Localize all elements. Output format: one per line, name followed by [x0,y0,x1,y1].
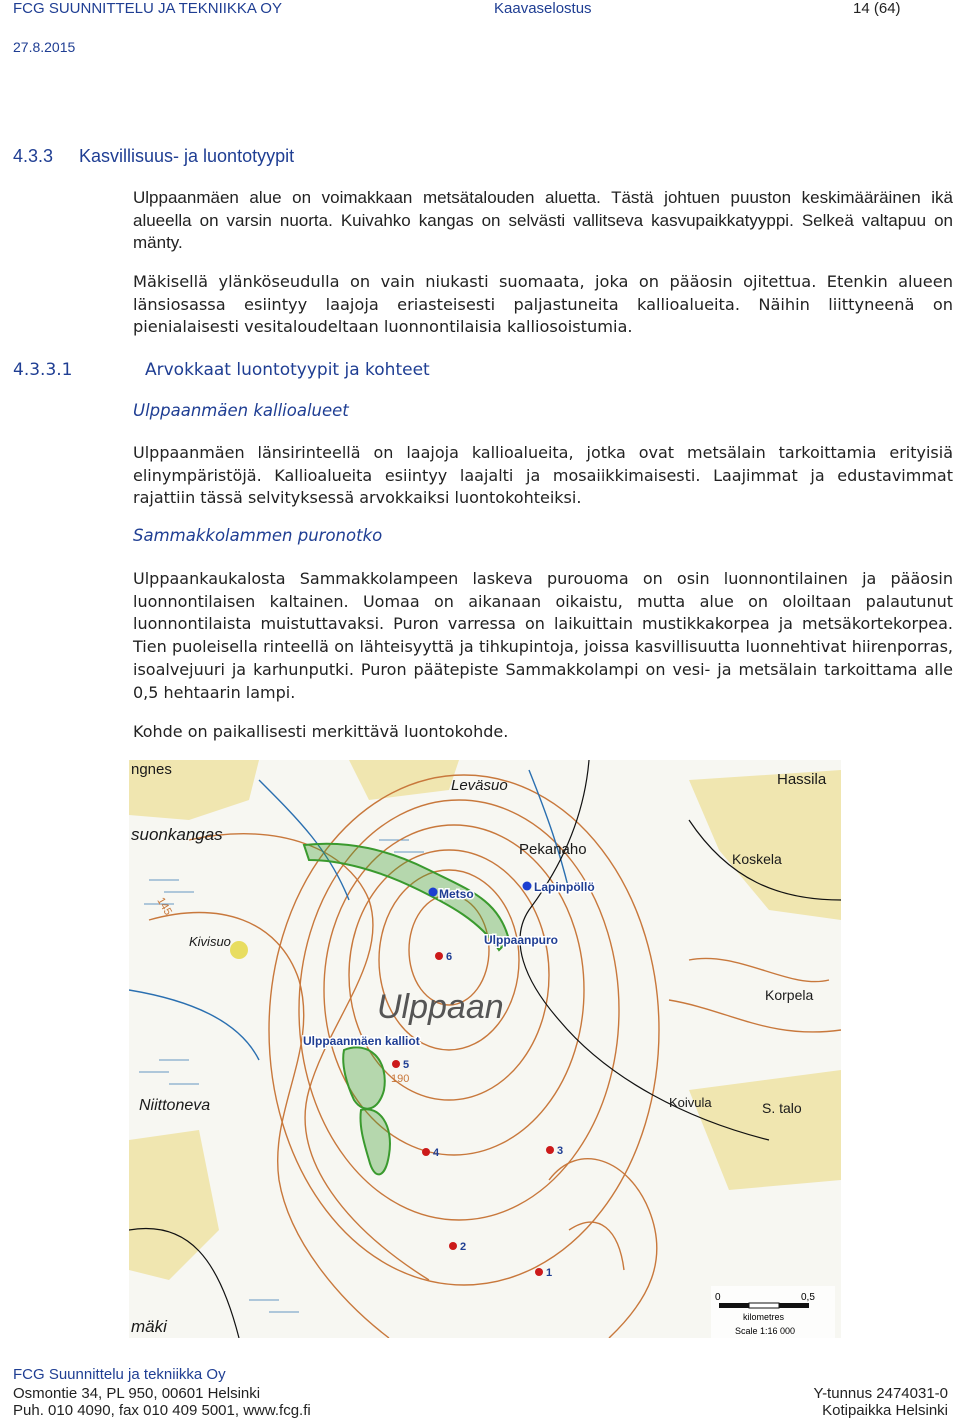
point-6-label: 6 [446,951,453,963]
place-niittoneva: Niittoneva [139,1097,211,1114]
header-company: FCG SUUNNITTELU JA TEKNIIKKA OY [13,0,282,17]
subsection-number: 4.3.3.1 [13,360,73,380]
section-number: 4.3.3 [13,146,54,166]
point-4-label: 4 [433,1147,440,1159]
footer-contact: Puh. 010 4090, fax 010 409 5001, www.fcg.fi [13,1402,311,1419]
place-korpela: Korpela [765,987,814,1003]
label-lapinpollo: Lapinpöllö [534,880,595,894]
header-date: 27.8.2015 [13,39,76,55]
place-kivisuo: Kivisuo [189,934,231,949]
place-ulppaan: Ulppaan [377,988,504,1026]
point-1-label: 1 [546,1267,553,1279]
scale-segment [749,1303,779,1308]
place-suonkangas: suonkangas [131,825,223,844]
point-3-label: 3 [557,1145,564,1157]
metso-marker [429,888,438,897]
scale-segment [779,1303,809,1308]
scale-zero: 0 [715,1292,721,1303]
point-6-marker [435,952,443,960]
site2-note: Kohde on paikallisesti merkittävä luontokohde. [133,722,509,741]
label-kalliot: Ulppaanmäen kalliot [303,1034,420,1048]
site1-para: Ulppaanmäen länsirinteellä on laajoja kallioalueita, jotka ovat metsälain tarkoittamia erityisiä elinympäristöjä. Kallioalueita esiintyy laajalti ja mosaiikkimaisesti. Laajimmat ja edustavimmat rajattiin tässä selvityksessä arvokkaiksi luontokohteiksi. [133,443,953,508]
footer-domicile: Kotipaikka Helsinki [822,1402,948,1419]
contour-label-145: 145 [154,895,174,918]
section-para-2: Mäkisellä ylänköseudulla on vain niukasti suomaata, joka on pääosin ojitettua. Etenkin alueen länsiosassa esiintyy laajoja eriasteisesti paljastuneita kallioalueita. Näihin liittyneenä on pienialaisesti vesitaloudeltaan luonnontilaisia kalliosoistumia. [133,272,953,337]
point-2-label: 2 [460,1241,467,1253]
place-levasuo: Leväsuo [451,777,508,794]
footer-company: FCG Suunnittelu ja tekniikka Oy [13,1366,226,1383]
place-maki: mäki [131,1317,167,1336]
scale-ratio: Scale 1:16 000 [735,1326,796,1336]
site1-heading: Ulppaanmäen kallioalueet [133,401,349,420]
header-doc-type: Kaavaselostus [494,0,592,17]
site2-para: Ulppaankaukalosta Sammakkolampeen laskeva purouoma on osin luonnontilainen ja pääosin luonnontilaisen kaltainen. Uomaa on aikanaan oikaistu, mutta alue on oloiltaan palautunut luonnontilaista muistuttavaksi. Puron varressa on laikuittain mustikkakorpea ja metsäkortekorpea. Tien puoleisella rinteellä on lähteisyyttä ja tihkupintoja, joissa kasvillisuutta luonnehtivat hiirenporras, isoalvejuuri ja karhunputki. Puron päätepiste Sammakkolampi on vesi- ja metsälain tarkoittama alle 0,5 hehtaarin lampi. [133,569,953,702]
section-heading [13,146,294,167]
scale-unit: kilometres [743,1312,785,1322]
label-metso: Metso [439,887,474,901]
point-4-marker [422,1148,430,1156]
section-title: Kasvillisuus- ja luontotyypit [79,146,295,166]
point-1-marker [535,1268,543,1276]
scale-segment [719,1303,749,1308]
place-pekanaho: Pekanaho [519,841,587,858]
lapinpollo-marker [523,882,532,891]
contour-label-190: 190 [391,1073,410,1085]
point-3-marker [546,1146,554,1154]
subsection-heading [13,360,430,380]
place-hassila: Hassila [777,771,827,788]
label-ulppaanpuro: Ulppaanpuro [484,933,558,947]
footer-business-id: Y-tunnus 2474031-0 [813,1385,948,1402]
point-5-marker [392,1060,400,1068]
header-page: 14 (64) [853,0,901,17]
subsection-title: Arvokkaat luontotyypit ja kohteet [145,360,430,380]
scale-bar [711,1286,835,1338]
section-para-1: Ulppaanmäen alue on voimakkaan metsätalouden aluetta. Tästä johtuen puuston keskimääräinen ikä alueella on varsin nuorta. Kuivahko kangas on selvästi vallitseva kasvupaikkatyyppi. Selkeä valtapuu on mänty. [133,188,953,252]
point-5-label: 5 [403,1059,410,1071]
place-koskela: Koskela [732,851,782,867]
site2-heading: Sammakkolammen puronotko [133,526,383,545]
place-stalo: S. talo [762,1100,802,1116]
footer-address: Osmontie 34, PL 950, 00601 Helsinki [13,1385,261,1402]
small-pond [230,941,248,959]
point-2-marker [449,1242,457,1250]
site-map [129,760,841,1338]
scale-half: 0,5 [801,1292,815,1303]
place-koivula: Koivula [669,1095,712,1110]
place-ngnes: ngnes [131,761,172,778]
